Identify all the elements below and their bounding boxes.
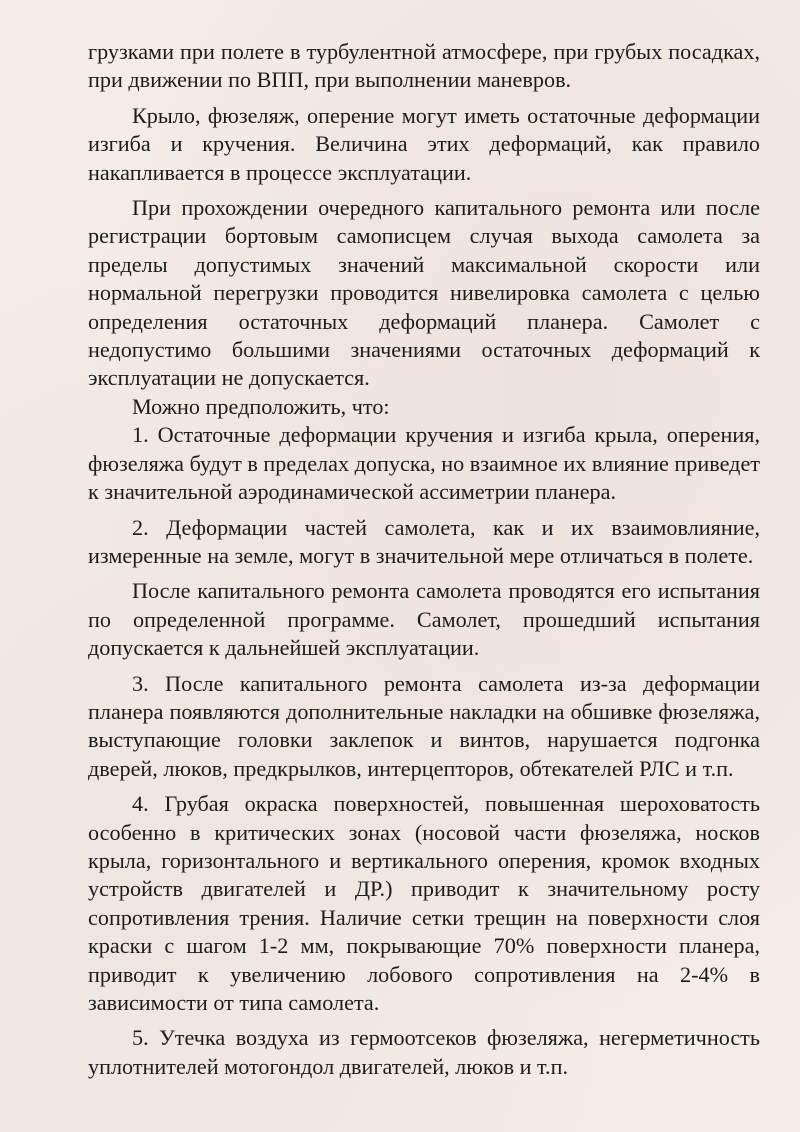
list-item-2: 2. Деформации частей самолета, как и их взаимовлияние, измеренные на земле, могут в значительной мере отличаться в полете. <box>88 514 760 568</box>
page-text <box>88 38 760 1081</box>
list-item-3: 3. После капитального ремонта самолета из-за деформации планера появляются дополнительные накладки на обшивке фюзеляжа, выступающие головки заклепок и винтов, нарушается подгонка дверей, люков, предкрылков, интерцепторов, обтекателей РЛС и т.п. <box>88 670 760 781</box>
paragraph-assumption: Можно предположить, что: <box>132 393 390 419</box>
paragraph-deformations: Крыло, фюзеляж, оперение могут иметь остаточные деформации изгиба и кручения. Величина этих деформаций, как правило накапливается в процессе эксплуатации. <box>88 102 760 185</box>
list-item-5: 5. Утечка воздуха из гермоотсеков фюзеляжа, негерметичность уплотнителей мотогондол двигателей, люков и т.п. <box>88 1025 760 1079</box>
list-item-4: 4. Грубая окраска поверхностей, повышенная шероховатость особенно в критических зонах (носовой части фюзеляжа, носков крыла, горизонтального и вертикального оперения, кромок входных устройств двигателей и ДР.) приводит к значительному росту сопротивления трения. Наличие сетки трещин на поверхности слоя краски с шагом 1-2 мм, покрывающие 70% поверхности планера, приводит к увеличению лобового сопротивления на 2-4% в зависимости от типа самолета. <box>88 791 760 1015</box>
paragraph-testing: После капитального ремонта самолета проводятся его испытания по определенной программе. Самолет, прошедший испытания допускается к дальнейшей эксплуатации. <box>88 578 760 661</box>
paragraph-continuation: грузками при полете в турбулентной атмосфере, при грубых посадках, при движении по ВПП, при выполнении маневров. <box>88 39 760 93</box>
list-item-1: 1. Остаточные деформации кручения и изгиба крыла, оперения, фюзеляжа будут в пределах допуска, но взаимное их влияние приведет к значительной аэродинамической ассиметрии планера. <box>88 422 760 505</box>
paragraph-overhaul: При прохождении очередного капитального ремонта или после регистрации бортовым самописцем случая выхода самолета за пределы допустимых значений максимальной скорости или нормальной перегрузки проводится нивелировка самолета с целью определения остаточных деформаций планера. Самолет с недопустимо большими значениями остаточных деформаций к эксплуатации не допускается. <box>88 195 760 391</box>
